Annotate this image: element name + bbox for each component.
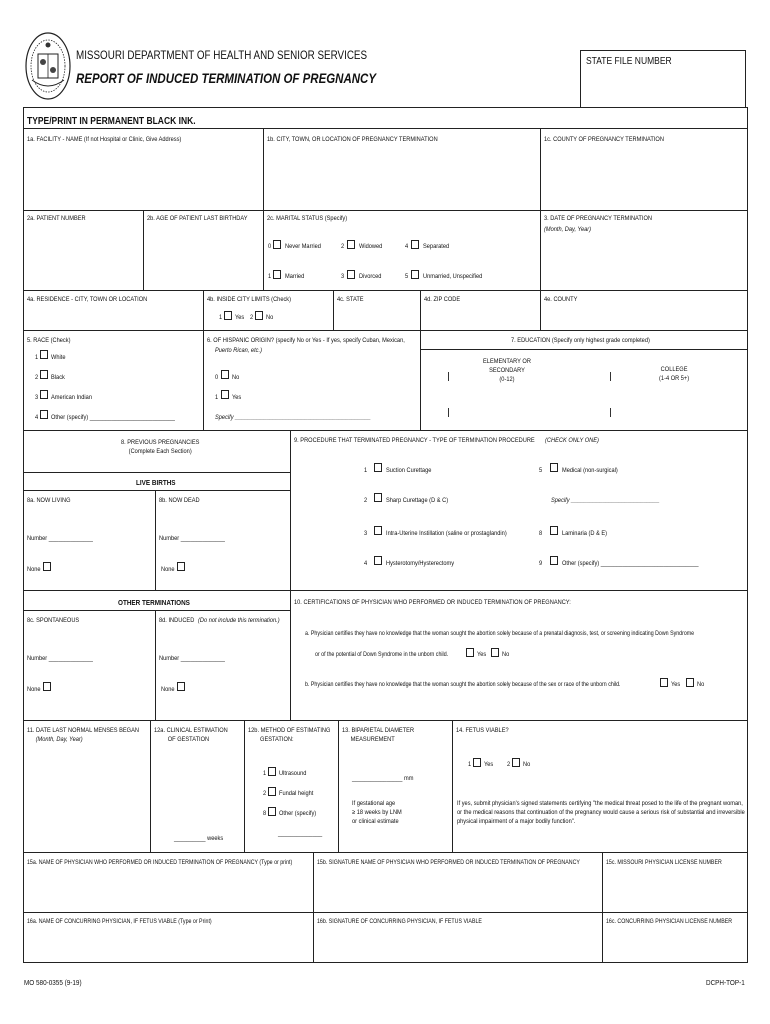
checkbox-intra-uterine[interactable]	[374, 526, 382, 535]
method-label: Ultrasound	[279, 770, 307, 777]
checkbox-other-method[interactable]	[268, 807, 276, 816]
none-label: None	[161, 686, 175, 693]
live-births-heading: LIVE BIRTHS	[136, 478, 176, 487]
field-4c-state[interactable]: 4c. STATE	[337, 296, 364, 303]
yes-code: 1	[468, 761, 472, 768]
checkbox-unmarried[interactable]	[411, 270, 419, 279]
now-dead-number[interactable]: Number ______________	[159, 535, 225, 542]
yes-label: Yes	[671, 681, 681, 688]
race-label: White	[51, 354, 66, 361]
procedure-code: 8	[539, 530, 543, 537]
checkbox-now-living-none[interactable]	[43, 562, 51, 571]
checkbox-fundal-height[interactable]	[268, 787, 276, 796]
race-label: Black	[51, 374, 65, 381]
checkbox-now-dead-none[interactable]	[177, 562, 185, 571]
marital-label: Unmarried, Unspecified	[423, 273, 483, 280]
checkbox-sharp-curettage[interactable]	[374, 493, 382, 502]
field-8d-induced: 8d. INDUCED	[159, 617, 195, 624]
state-seal	[24, 30, 72, 102]
procedure-label: Suction Curettage	[386, 467, 432, 474]
race-code: 4	[35, 414, 39, 421]
marital-label: Never Married	[285, 243, 321, 250]
procedure-code: 4	[364, 560, 368, 567]
field-16b-concurring-signature[interactable]: 16b. SIGNATURE OF CONCURRING PHYSICIAN, IF FETUS VIABLE	[317, 918, 482, 925]
certification-b-line: b. Physician certifies they have no knowledge that the woman sought the abortion solely because of the sex or race of the unborn child.	[305, 681, 621, 688]
biparietal-mm-field[interactable]: ________________ mm	[352, 775, 414, 782]
field-11-last-menses[interactable]: 11. DATE LAST NORMAL MENSES BEGAN (Month, Day, Year)	[27, 727, 139, 743]
field-1c-county[interactable]: 1c. COUNTY OF PREGNANCY TERMINATION	[544, 136, 664, 143]
department-name: MISSOURI DEPARTMENT OF HEALTH AND SENIOR SERVICES	[76, 48, 368, 62]
field-8b-now-dead: 8b. NOW DEAD	[159, 497, 200, 504]
race-label: American Indian	[51, 394, 92, 401]
procedure-code: 9	[539, 560, 543, 567]
checkbox-hispanic-yes[interactable]	[221, 390, 229, 399]
marital-code: 5	[405, 273, 409, 280]
checkbox-laminaria[interactable]	[550, 526, 558, 535]
field-4a-residence[interactable]: 4a. RESIDENCE - CITY, TOWN OR LOCATION	[27, 296, 148, 303]
field-2a-patient-number[interactable]: 2a. PATIENT NUMBER	[27, 215, 86, 222]
certification-a-line1: a. Physician certifies they have no knowledge that the woman sought the abortion solely because of a prenatal diagnosis, test, or screening indicating Down Syndrome	[305, 630, 695, 637]
marital-code: 2	[341, 243, 345, 250]
education-college-label: COLLEGE (1-4 OR 5+)	[659, 366, 690, 382]
field-5-race: 5. RACE (Check)	[27, 337, 71, 344]
field-15b-physician-signature[interactable]: 15b. SIGNATURE NAME OF PHYSICIAN WHO PERFORMED OR INDUCED TERMINATION OF PREGNANCY	[317, 859, 580, 866]
field-3-date-hint: (Month, Day, Year)	[544, 226, 592, 233]
checkbox-hispanic-no[interactable]	[221, 370, 229, 379]
field-1a-facility-name[interactable]: 1a. FACILITY - NAME (If not Hospital or Clinic, Give Address)	[27, 136, 182, 143]
field-6-hispanic-origin: 6. OF HISPANIC ORIGIN? (specify No or Yes - If yes, specify Cuban, Mexican,	[207, 337, 405, 344]
yes-label: Yes	[484, 761, 494, 768]
induced-number[interactable]: Number ______________	[159, 655, 225, 662]
yes-label: Yes	[235, 314, 245, 321]
viable-note: If yes, submit physician's signed statements certifying "the medical threat posed to the life of the pregnant woman, or the medical reasons that continuation of the pregnancy would cause a serious risk of substantial and irreversible physical impairment of a major bodily function".	[457, 800, 745, 825]
field-2c-marital-status: 2c. MARITAL STATUS (Specify)	[267, 215, 348, 222]
procedure-code: 3	[364, 530, 368, 537]
checkbox-medical[interactable]	[550, 463, 558, 472]
method-code: 8	[263, 810, 267, 817]
procedure-code: 2	[364, 497, 368, 504]
field-16a-concurring-name[interactable]: 16a. NAME OF CONCURRING PHYSICIAN, IF FETUS VIABLE (Type or Print)	[27, 918, 212, 925]
checkbox-race-american-indian[interactable]	[40, 390, 48, 399]
field-4d-zip-code[interactable]: 4d. ZIP CODE	[424, 296, 461, 303]
procedure-label: Hysterotomy/Hysterectomy	[386, 560, 455, 567]
field-8d-note: (Do not include this termination.)	[198, 617, 280, 624]
state-file-number-label: STATE FILE NUMBER	[586, 56, 672, 67]
field-1b-city-town[interactable]: 1b. CITY, TOWN, OR LOCATION OF PREGNANCY TERMINATION	[267, 136, 438, 143]
field-2b-patient-age[interactable]: 2b. AGE OF PATIENT LAST BIRTHDAY	[147, 215, 248, 222]
yes-label: Yes	[477, 651, 487, 658]
checkbox-induced-none[interactable]	[177, 682, 185, 691]
no-label: No	[697, 681, 705, 688]
no-label: No	[502, 651, 510, 658]
spontaneous-number[interactable]: Number ______________	[27, 655, 93, 662]
checkbox-never-married[interactable]	[273, 240, 281, 249]
checkbox-hysterotomy[interactable]	[374, 556, 382, 565]
procedure-label: Intra-Uterine Instillation (saline or prostaglandin)	[386, 530, 507, 537]
marital-label: Divorced	[359, 273, 382, 280]
checkbox-race-other[interactable]	[40, 410, 48, 419]
field-16c-concurring-license[interactable]: 16c. CONCURRING PHYSICIAN LICENSE NUMBER	[606, 918, 733, 925]
method-code: 2	[263, 790, 267, 797]
field-3-date-termination[interactable]: 3. DATE OF PREGNANCY TERMINATION	[544, 215, 652, 222]
section-10-title: 10. CERTIFICATIONS OF PHYSICIAN WHO PERFORMED OR INDUCED TERMINATION OF PREGNANCY:	[294, 599, 571, 606]
no-code: 0	[215, 374, 219, 381]
checkbox-cert-b-no[interactable]	[686, 678, 694, 687]
instruction-text: TYPE/PRINT IN PERMANENT BLACK INK.	[27, 116, 196, 127]
no-code: 2	[507, 761, 511, 768]
yes-code: 1	[215, 394, 219, 401]
other-method-specify[interactable]: ______________	[278, 830, 323, 837]
checkbox-cert-b-yes[interactable]	[660, 678, 668, 687]
none-label: None	[161, 566, 175, 573]
no-code: 2	[250, 314, 254, 321]
race-label: Other (specify) ___________________________	[51, 414, 175, 421]
education-college-entry[interactable]	[610, 372, 611, 381]
checkbox-viable-yes[interactable]	[473, 758, 481, 767]
checkbox-separated[interactable]	[411, 240, 419, 249]
checkbox-race-white[interactable]	[40, 350, 48, 359]
certification-a-line2: or of the potential of Down Syndrome in the unborn child.	[315, 651, 449, 658]
yes-label: Yes	[232, 394, 242, 401]
procedure-code: 5	[539, 467, 543, 474]
field-4b-inside-city-limits: 4b. INSIDE CITY LIMITS (Check)	[207, 296, 292, 303]
procedure-code: 1	[364, 467, 368, 474]
field-4e-county[interactable]: 4e. COUNTY	[544, 296, 578, 303]
method-label: Other (specify)	[279, 810, 317, 817]
checkbox-cert-a-yes[interactable]	[466, 648, 474, 657]
checkbox-other-procedure[interactable]	[550, 556, 558, 565]
form-code: DCPH-TOP-1	[706, 978, 745, 987]
checkbox-city-limits-no[interactable]	[255, 311, 263, 320]
now-living-number[interactable]: Number ______________	[27, 535, 93, 542]
procedure-label: Other (specify) _______________________________	[562, 560, 699, 567]
marital-label: Widowed	[359, 243, 383, 250]
field-13-biparietal: 13. BIPARIETAL DIAMETER MEASUREMENT	[342, 727, 415, 743]
field-6-hispanic-origin-line2: Puerto Rican, etc.)	[215, 347, 262, 354]
other-terminations-heading: OTHER TERMINATIONS	[118, 598, 190, 607]
race-code: 1	[35, 354, 39, 361]
marital-code: 1	[268, 273, 272, 280]
yes-code: 1	[219, 314, 223, 321]
section-9-note: (CHECK ONLY ONE)	[545, 437, 599, 444]
marital-code: 4	[405, 243, 409, 250]
checkbox-viable-no[interactable]	[512, 758, 520, 767]
hispanic-specify-field[interactable]: Specify ___________________________________________	[215, 414, 371, 421]
biparietal-note: If gestational age ≥ 18 weeks by LNM or clinical estimate	[352, 800, 402, 825]
gestation-weeks-field[interactable]: __________ weeks	[174, 835, 224, 842]
field-7-education: 7. EDUCATION (Specify only highest grade completed)	[511, 337, 650, 344]
section-9-title: 9. PROCEDURE THAT TERMINATED PREGNANCY - TYPE OF TERMINATION PROCEDURE	[294, 437, 535, 444]
medical-specify-field[interactable]: Specify ____________________________	[551, 497, 660, 504]
checkbox-city-limits-yes[interactable]	[224, 311, 232, 320]
none-label: None	[27, 566, 41, 573]
education-elementary-entry[interactable]	[448, 372, 449, 381]
section-8-title: 8. PREVIOUS PREGNANCIES (Complete Each Section)	[120, 439, 200, 455]
field-8c-spontaneous: 8c. SPONTANEOUS	[27, 617, 80, 624]
none-label: None	[27, 686, 41, 693]
page-title: REPORT OF INDUCED TERMINATION OF PREGNANCY	[76, 70, 376, 86]
procedure-label: Laminaria (D & E)	[562, 530, 608, 537]
checkbox-married[interactable]	[273, 270, 281, 279]
no-label: No	[232, 374, 240, 381]
form-number: MO 580-0355 (9-19)	[24, 978, 82, 987]
checkbox-widowed[interactable]	[347, 240, 355, 249]
education-elementary-label: ELEMENTARY OR SECONDARY (0-12)	[483, 358, 531, 383]
checkbox-ultrasound[interactable]	[268, 767, 276, 776]
marital-label: Married	[285, 273, 305, 280]
checkbox-divorced[interactable]	[347, 270, 355, 279]
checkbox-spontaneous-none[interactable]	[43, 682, 51, 691]
field-15a-physician-name[interactable]: 15a. NAME OF PHYSICIAN WHO PERFORMED OR INDUCED TERMINATION OF PREGNANCY (Type or print)	[27, 859, 293, 866]
checkbox-suction-curettage[interactable]	[374, 463, 382, 472]
race-code: 2	[35, 374, 39, 381]
method-code: 1	[263, 770, 267, 777]
field-15c-license-number[interactable]: 15c. MISSOURI PHYSICIAN LICENSE NUMBER	[606, 859, 722, 866]
checkbox-cert-a-no[interactable]	[491, 648, 499, 657]
checkbox-race-black[interactable]	[40, 370, 48, 379]
marital-label: Separated	[423, 243, 450, 250]
no-label: No	[523, 761, 531, 768]
no-label: No	[266, 314, 274, 321]
field-12a-clinical-estimation: 12a. CLINICAL ESTIMATION OF GESTATION	[154, 727, 228, 743]
field-14-fetus-viable: 14. FETUS VIABLE?	[456, 727, 509, 734]
procedure-label: Medical (non-surgical)	[562, 467, 618, 474]
marital-code: 3	[341, 273, 345, 280]
method-label: Fundal height	[279, 790, 314, 797]
marital-code: 0	[268, 243, 272, 250]
procedure-label: Sharp Curettage (D & C)	[386, 497, 449, 504]
field-8a-now-living: 8a. NOW LIVING	[27, 497, 71, 504]
field-12b-method-estimating: 12b. METHOD OF ESTIMATING GESTATION:	[248, 727, 331, 743]
race-code: 3	[35, 394, 39, 401]
